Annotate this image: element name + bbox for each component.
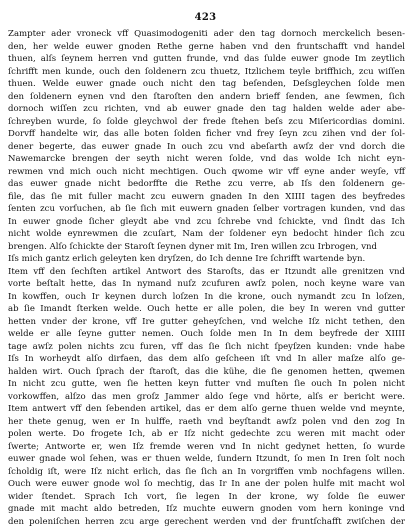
text-line: welde er alle ſeyne gutter nemen. Ouch ſolde men In In dem beyfrede der XIIII [8, 328, 405, 341]
text-line: Iſs mich gantz erlich geleyten ken dryſzen, do Ich denne Ire ſchrifft wartende byn. [8, 253, 405, 266]
text-line: ſchrifft men kunde, ouch den ſoldenern zcu thuetz, Itzlichem teyle briffhich, zcu wiſſen [8, 66, 405, 79]
text-line: wider ſtendet. Sprach Ich vort, ſie legen In der krone, wy ſolde ſie euwer [8, 491, 405, 504]
text-line: vorte beſtalt hette, das In nymand nuſz zcufuren awſz polen, noch keyne ware van [8, 278, 405, 291]
text-line: halden wirt. Ouch ſprach der ſtaroſt, das die kühe, die ſie genomen hetten, qwemen [8, 366, 405, 379]
text-line: her thete genug, wen er In hulffe, raeth vnd beyſtandt awſz polen vnd den zog In [8, 416, 405, 429]
text-line: ab ſie Imandt ſterken welde. Ouch hette er alle polen, die bey In weren vnd gutter [8, 303, 405, 316]
text-line: Zampter ader vroneck vff Quasimodogeniti ader den tag dornoch merckelich besen- [8, 28, 405, 41]
text-line: brengen. Alſo ſchickte der Staroſt ſeynen dyner mit Im, Iren willen zcu Irbrogen, vnd [8, 241, 405, 254]
text-line: Iſs In worheydt alſo dirfaen, das dem alſo geſcheen iſt vnd In aller maſze alſo ge- [8, 353, 405, 366]
text-line: ſcholdig iſt, were Iſz nicht erlich, das ſie ſich an In vorgriffen vmb nochfagens willen. [8, 466, 405, 479]
text-line: den poleniſchen herren zcu arge gerechent werden vnd der fruntſchafft zwiſchen der [8, 516, 405, 528]
text-line: In euwer gnode ſicher gleydt abe vnd zcu ſchrebe vnd ſchickte, vnd ſindt das Ich [8, 216, 405, 229]
text-line: In kowffen, ouch Ir keynen durch loſzen In die krone, ouch nymandt zcu In loſzen, [8, 291, 405, 304]
text-line: Dorvff handelte wir, das alle boten ſolden ficher vnd frey ſeyn zcu zihen vnd der ſol- [8, 128, 405, 141]
text-line: Item vff den ſechſten artikel Antwort des Staroſts, das er Itzundt alle grenitzen vnd [8, 266, 405, 279]
text-line: das euwer gnade nicht bedorffte die Rethe zcu verre, ab Iſs den ſoldenern ge- [8, 178, 405, 191]
text-line: Ouch were euwer gnode wol ſo mechtig, das Ir In ane der polen hulfe mit macht wol [8, 478, 405, 491]
page-number: 423 [0, 12, 411, 23]
page-body-text [8, 28, 405, 528]
text-line: tage awſz polen nichts zcu furen, vff das ſie ſich nicht ſpeyſzen kunden: vnde habe [8, 341, 405, 354]
text-line: polen werte. Do frogete Ich, ab er Iſz nicht gedechte zcu weren mit macht oder [8, 428, 405, 441]
text-line: den, her welde euwer gnoden Rethe gerne haben vnd den fruntschafft vnd handel [8, 41, 405, 54]
text-line: thuen, alſs ſeynem herren vnd gutten frunde, vnd das ſulde euwer gnode Im zeytlich [8, 53, 405, 66]
text-line: den ſoldenern eynen vnd den ſtaroſten den andern brieff ſenden, ane ſewmen, ſich [8, 91, 405, 104]
text-line: gnade mit macht aldo betreden, Iſz muchte euwern gnoden vom hern koninge vnd [8, 503, 405, 516]
text-line: nicht wolde eynrewmen die zcuſart, Nam der ſoldener eyn bedocht hinder ſich zcu [8, 228, 405, 241]
text-line: In nicht zcu gutte, wen ſie hetten keyn futter vnd muſten ſie ouch In polen nicht [8, 378, 405, 391]
text-line: dornoch wiſſen zcu richten, vnd ab euwer gnade den tag halden welde ader abe- [8, 103, 405, 116]
text-line: ſwerte; Antworte er, wen Iſz fremde weren vnd In nicht gedynet hetten, ſo wurde [8, 441, 405, 454]
text-line: Nawemarcke brengen der seyth nicht weren ſolde, vnd das wolde Ich nicht eyn- [8, 153, 405, 166]
text-line: file, das ſie mit fuller macht zcu euwern gnaden In den XIIII tagen des beyfredes [8, 191, 405, 204]
text-line: ſenten zcu vorſuchen, ab ſie ſich mit euwern gnaden ſelber vortragen kunden, vnd das [8, 203, 405, 216]
text-line: dener begerte, das euwer gnade In ouch zcu vnd abeſarth awſz der vnd dorch die [8, 141, 405, 154]
text-line: rewmen vnd mich ouch nicht mechtigen. Ouch qwome wir vff eyne ander weyſe, vff [8, 166, 405, 179]
text-line: Item antwert vff den ſebenden artikel, das er dem alſo gerne thuen welde vnd meynte, [8, 403, 405, 416]
text-line: hetten vnder der krone, vff Ire gutter geheyſchen, vnd welche Iſz nicht tethen, den [8, 316, 405, 329]
text-line: vorkowffen, alſzo das men groſz Jammer aldo ſege vnd hörte, alſs er bericht were. [8, 391, 405, 404]
text-line: euwer gnade wol ſehen, was er thuen welde, ſundern Itzundt, ſo men In Iren ſolt noch [8, 453, 405, 466]
text-line: thuen. Welde euwer gnade ouch nicht den tag beſenden, Deſsgleychen ſolde men [8, 78, 405, 91]
text-line: ſchreyben wurde, ſo ſolde gleychwol der frede ſtehen beſs zcu Miſericordias domini. [8, 116, 405, 129]
